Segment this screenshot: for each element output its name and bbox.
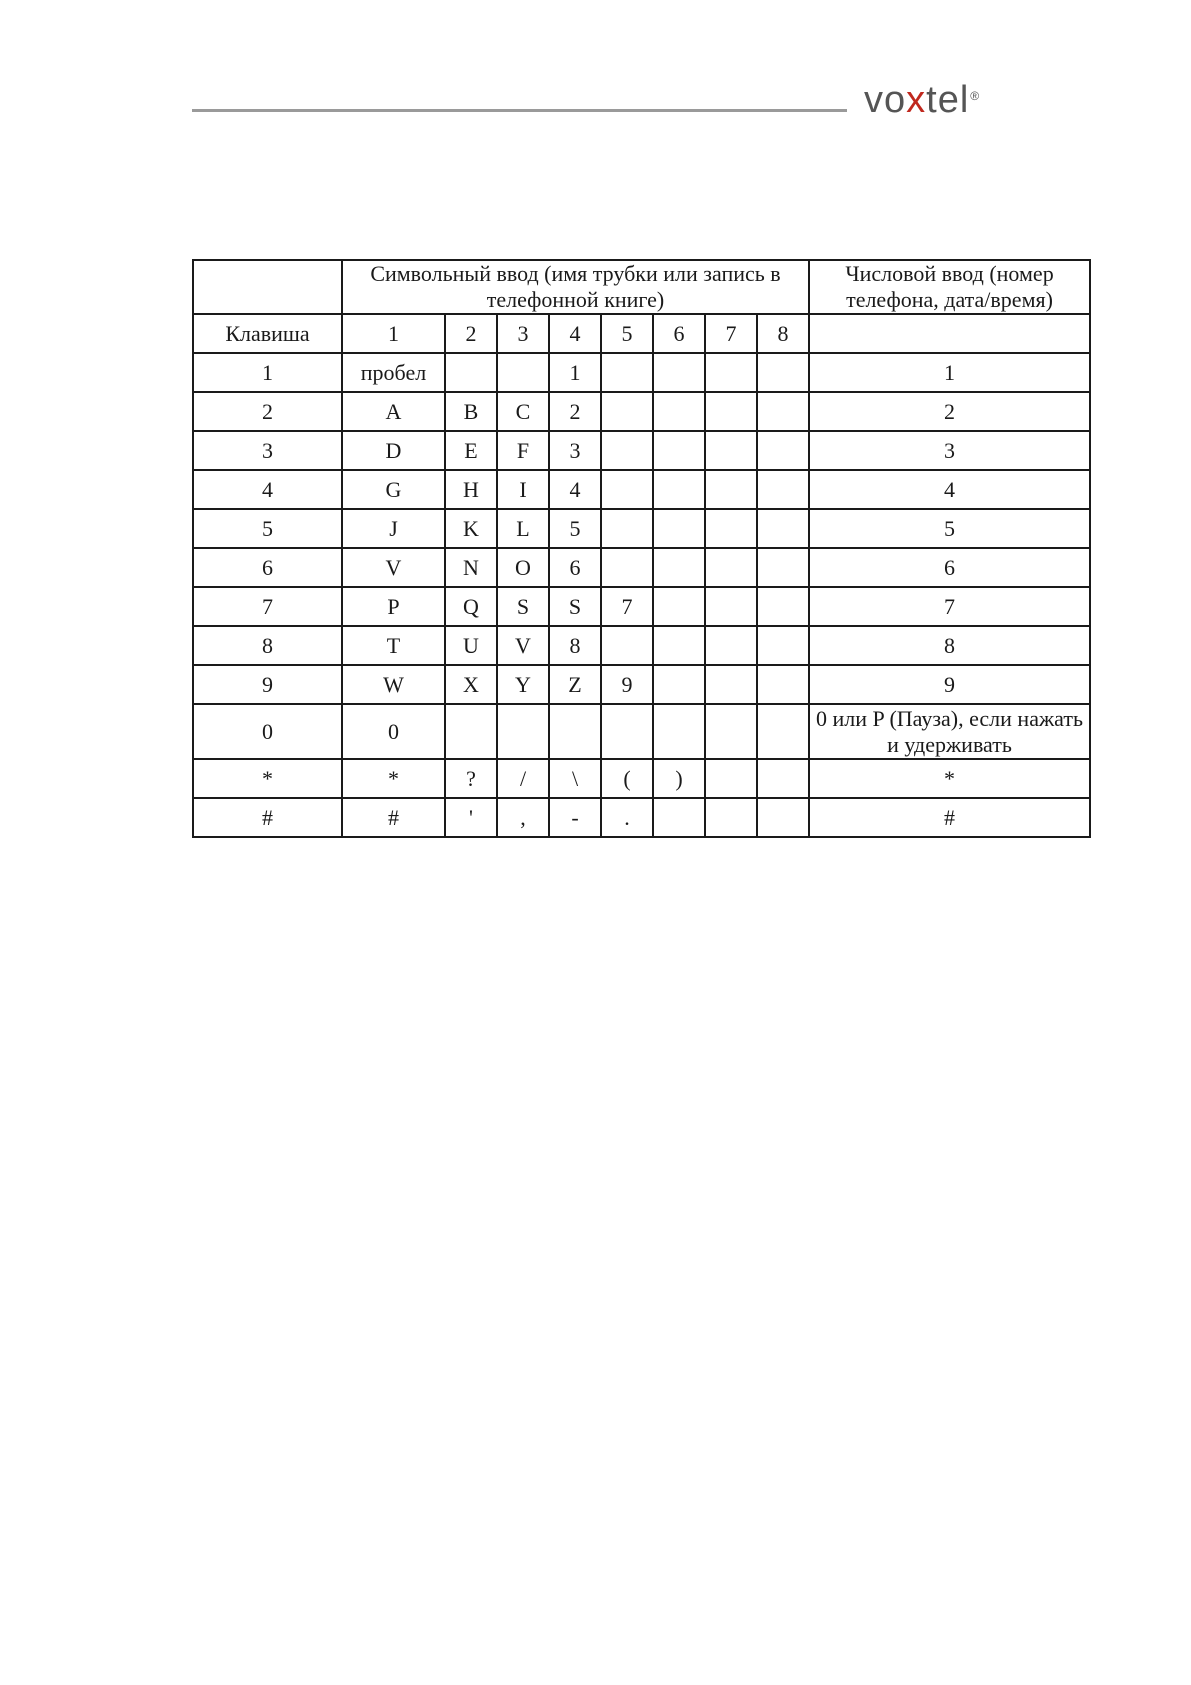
- char-cell: [705, 548, 757, 587]
- char-cell: (: [601, 759, 653, 798]
- char-cell: [445, 704, 497, 759]
- char-cell: Z: [549, 665, 601, 704]
- char-cell: [653, 704, 705, 759]
- char-cell: [705, 665, 757, 704]
- char-cell: #: [342, 798, 445, 837]
- char-cell: [757, 626, 809, 665]
- char-cell: [601, 548, 653, 587]
- char-cell: [445, 353, 497, 392]
- char-cell: [653, 509, 705, 548]
- char-cell: [653, 548, 705, 587]
- char-cell: [757, 798, 809, 837]
- char-cell: пробел: [342, 353, 445, 392]
- numeric-cell: 9: [809, 665, 1090, 704]
- key-cell: 5: [193, 509, 342, 548]
- char-cell: C: [497, 392, 549, 431]
- char-cell: S: [549, 587, 601, 626]
- group-header-row: [193, 260, 1090, 314]
- column-header-5: 5: [601, 314, 653, 353]
- char-cell: [549, 704, 601, 759]
- char-cell: [653, 392, 705, 431]
- header-rule: [192, 109, 847, 112]
- char-cell: V: [497, 626, 549, 665]
- key-cell: 7: [193, 587, 342, 626]
- numeric-cell: #: [809, 798, 1090, 837]
- numeric-cell: *: [809, 759, 1090, 798]
- key-cell: 2: [193, 392, 342, 431]
- char-cell: ?: [445, 759, 497, 798]
- char-cell: [601, 431, 653, 470]
- char-cell: K: [445, 509, 497, 548]
- char-cell: /: [497, 759, 549, 798]
- numeric-cell: 6: [809, 548, 1090, 587]
- char-cell: [601, 392, 653, 431]
- char-cell: ,: [497, 798, 549, 837]
- char-cell: [601, 509, 653, 548]
- key-cell: 6: [193, 548, 342, 587]
- char-cell: [601, 704, 653, 759]
- numeric-cell: 5: [809, 509, 1090, 548]
- char-cell: H: [445, 470, 497, 509]
- char-cell: 9: [601, 665, 653, 704]
- char-cell: [601, 470, 653, 509]
- char-cell: S: [497, 587, 549, 626]
- column-header-1: 1: [342, 314, 445, 353]
- char-cell: F: [497, 431, 549, 470]
- char-cell: [705, 509, 757, 548]
- numeric-cell: 3: [809, 431, 1090, 470]
- char-cell: J: [342, 509, 445, 548]
- table-row: [193, 509, 1090, 548]
- char-cell: [705, 759, 757, 798]
- char-cell: L: [497, 509, 549, 548]
- key-cell: 0: [193, 704, 342, 759]
- char-cell: 3: [549, 431, 601, 470]
- char-cell: [653, 798, 705, 837]
- char-cell: 1: [549, 353, 601, 392]
- char-cell: 6: [549, 548, 601, 587]
- char-cell: 4: [549, 470, 601, 509]
- char-cell: [497, 353, 549, 392]
- char-cell: [705, 798, 757, 837]
- symbolic-input-header: Символьный ввод (имя трубки или запись в телефонной книге): [342, 260, 809, 314]
- key-header: Клавиша: [193, 314, 342, 353]
- column-header-4: 4: [549, 314, 601, 353]
- char-cell: [757, 470, 809, 509]
- numeric-cell: 8: [809, 626, 1090, 665]
- char-cell: [705, 470, 757, 509]
- char-cell: .: [601, 798, 653, 837]
- char-cell: [757, 392, 809, 431]
- key-cell: 9: [193, 665, 342, 704]
- key-cell: *: [193, 759, 342, 798]
- column-header-8: 8: [757, 314, 809, 353]
- char-cell: G: [342, 470, 445, 509]
- numeric-cell: 0 или P (Пауза), если нажать и удерживать: [809, 704, 1090, 759]
- char-cell: [757, 665, 809, 704]
- numeric-cell: 2: [809, 392, 1090, 431]
- char-cell: [705, 431, 757, 470]
- voxtel-logo: voxtel®: [864, 79, 981, 121]
- char-cell: [705, 704, 757, 759]
- char-cell: V: [342, 548, 445, 587]
- table-row: [193, 704, 1090, 759]
- char-cell: [653, 665, 705, 704]
- table-row: [193, 353, 1090, 392]
- char-cell: Y: [497, 665, 549, 704]
- column-header-2: 2: [445, 314, 497, 353]
- char-cell: [653, 587, 705, 626]
- char-cell: \: [549, 759, 601, 798]
- char-cell: N: [445, 548, 497, 587]
- column-header-7: 7: [705, 314, 757, 353]
- char-cell: T: [342, 626, 445, 665]
- table-row: [193, 392, 1090, 431]
- char-cell: [653, 431, 705, 470]
- char-cell: [601, 626, 653, 665]
- numeric-input-header: Числовой ввод (номер телефона, дата/время): [809, 260, 1090, 314]
- char-cell: Q: [445, 587, 497, 626]
- table-row: [193, 665, 1090, 704]
- char-cell: W: [342, 665, 445, 704]
- char-cell: [757, 704, 809, 759]
- table-row: [193, 587, 1090, 626]
- numeric-cell: 1: [809, 353, 1090, 392]
- char-cell: [705, 587, 757, 626]
- char-cell: D: [342, 431, 445, 470]
- char-cell: [757, 548, 809, 587]
- char-cell: [705, 353, 757, 392]
- char-cell: [601, 353, 653, 392]
- numeric-column-blank: [809, 314, 1090, 353]
- table-row: [193, 626, 1090, 665]
- char-cell: 8: [549, 626, 601, 665]
- char-cell: [757, 587, 809, 626]
- char-cell: ): [653, 759, 705, 798]
- column-header-6: 6: [653, 314, 705, 353]
- char-cell: 5: [549, 509, 601, 548]
- char-cell: [757, 759, 809, 798]
- char-cell: O: [497, 548, 549, 587]
- table-row: [193, 798, 1090, 837]
- table-row: [193, 548, 1090, 587]
- char-cell: ': [445, 798, 497, 837]
- char-cell: [757, 509, 809, 548]
- char-cell: [757, 431, 809, 470]
- column-header-3: 3: [497, 314, 549, 353]
- key-cell: 8: [193, 626, 342, 665]
- char-cell: B: [445, 392, 497, 431]
- table-row: [193, 431, 1090, 470]
- key-cell: 1: [193, 353, 342, 392]
- char-cell: A: [342, 392, 445, 431]
- table-row: [193, 470, 1090, 509]
- char-cell: [705, 626, 757, 665]
- char-cell: I: [497, 470, 549, 509]
- char-cell: P: [342, 587, 445, 626]
- char-cell: 0: [342, 704, 445, 759]
- char-cell: [653, 353, 705, 392]
- char-cell: [757, 353, 809, 392]
- key-cell: 3: [193, 431, 342, 470]
- char-cell: -: [549, 798, 601, 837]
- column-header-row: [193, 314, 1090, 353]
- char-cell: E: [445, 431, 497, 470]
- char-cell: [653, 626, 705, 665]
- char-cell: 2: [549, 392, 601, 431]
- empty-corner-cell: [193, 260, 342, 314]
- numeric-cell: 4: [809, 470, 1090, 509]
- table-row: [193, 759, 1090, 798]
- char-cell: *: [342, 759, 445, 798]
- key-cell: 4: [193, 470, 342, 509]
- char-cell: 7: [601, 587, 653, 626]
- char-cell: U: [445, 626, 497, 665]
- char-cell: [497, 704, 549, 759]
- char-cell: [705, 392, 757, 431]
- key-input-table: [192, 259, 1091, 838]
- char-cell: X: [445, 665, 497, 704]
- key-cell: #: [193, 798, 342, 837]
- numeric-cell: 7: [809, 587, 1090, 626]
- char-cell: [653, 470, 705, 509]
